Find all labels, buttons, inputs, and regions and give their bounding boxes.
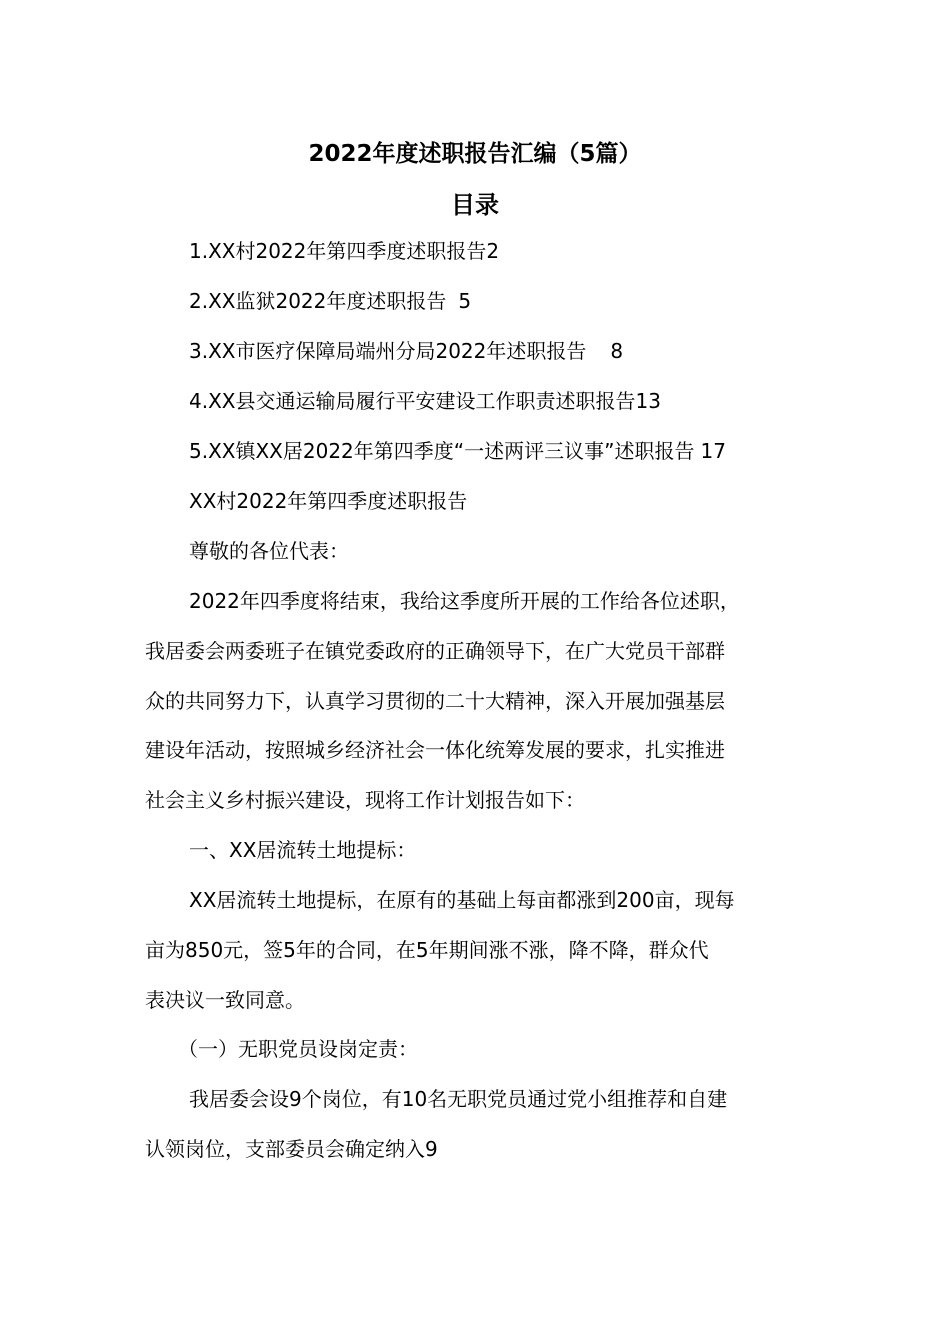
paragraph-line: 建设年活动，按照城乡经济社会一体化统筹发展的要求，扎实推进 [145,738,725,762]
toc-entry-label: 3.XX市医疗保障局端州分局2022年述职报告 [189,339,587,363]
paragraph-line: 我居委会设9个岗位，有10名无职党员通过党小组推荐和自建 [189,1087,728,1111]
toc-entry-label: 4.XX县交通运输局履行平安建设工作职责述职报告 [189,389,636,413]
toc-entry-page: 8 [610,339,624,363]
paragraph-line: 表决议一致同意。 [145,988,305,1012]
paragraph-line: 认领岗位，支部委员会确定纳入9 [145,1137,438,1161]
paragraph-line: 亩为850元，签5年的合同，在5年期间涨不涨，降不降，群众代 [145,938,709,962]
section-heading: 一、XX居流转土地提标： [189,838,417,862]
toc-entry-page: 2 [486,239,500,263]
paragraph-line: XX居流转土地提标，在原有的基础上每亩都涨到200亩，现每 [189,888,735,912]
toc-entry-label: 5.XX镇XX居2022年第四季度“一述两评三议事”述职报告 [189,439,695,463]
toc-entry-label: 1.XX村2022年第四季度述职报告 [189,239,487,263]
toc-entry-1[interactable] [189,236,499,266]
toc-entry-3[interactable] [189,336,623,366]
toc-entry-2[interactable] [189,286,471,316]
toc-entry-page: 17 [700,439,726,463]
toc-entry-label: 2.XX监狱2022年度述职报告 [189,289,447,313]
paragraph-line: 社会主义乡村振兴建设，现将工作计划报告如下： [145,788,585,812]
section-title: XX村2022年第四季度述职报告 [189,489,468,513]
toc-entry-4[interactable] [189,386,661,416]
paragraph-line: 2022年四季度将结束，我给这季度所开展的工作给各位述职， [189,589,740,613]
toc-entry-page: 5 [458,289,472,313]
toc-heading: 目录 [451,191,499,219]
subsection-heading: （一）无职党员设岗定责： [178,1037,418,1061]
paragraph-line: 众的共同努力下，认真学习贯彻的二十大精神，深入开展加强基层 [145,689,725,713]
salutation: 尊敬的各位代表： [189,539,349,563]
toc-entry-5[interactable] [189,436,726,466]
toc-entry-page: 13 [635,389,661,413]
document-title: 2022年度述职报告汇编（5篇） [308,141,642,167]
paragraph-line: 我居委会两委班子在镇党委政府的正确领导下，在广大党员干部群 [145,639,725,663]
